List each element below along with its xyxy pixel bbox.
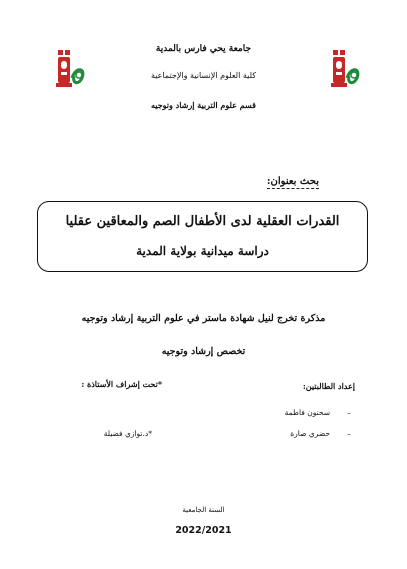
academic-year-label: السنة الجامعية <box>182 506 225 514</box>
title-box <box>37 201 368 272</box>
specialty: تخصص إرشاد وتوجيه <box>161 346 246 357</box>
study-label: بحث بعنوان: <box>266 176 319 187</box>
university-logo-icon <box>52 48 88 90</box>
student-name: حضري صارة <box>290 429 330 438</box>
study-title: القدرات العقلية لدى الأطفال الصم والمعاقين عقليا <box>65 214 340 229</box>
academic-year: 2022/2021 <box>175 525 232 536</box>
supervisor-name: *د.توازي فضيلة <box>103 429 152 438</box>
faculty-name: كلية العلوم الإنسانية والإجتماعية <box>150 71 257 80</box>
memo-description: مذكرة تخرج لنيل شهادة ماستر في علوم التربية إرشاد وتوجيه <box>81 313 326 324</box>
university-logo-icon <box>327 48 363 90</box>
department-name: قسم علوم التربية إرشاد وتوجيه <box>150 100 256 110</box>
student-name: سحنون فاطمة <box>284 408 330 417</box>
student-item <box>290 429 352 438</box>
university-name: جامعة يحي فارس بالمدية <box>155 44 252 54</box>
students-label: إعداد الطالبتين: <box>302 381 355 391</box>
bullet-dash: – <box>347 429 351 438</box>
study-subtitle: دراسة ميدانية بولاية المدية <box>136 244 269 258</box>
student-item <box>285 408 352 417</box>
supervisor-label: *تحت إشراف الأستاذة : <box>81 379 162 389</box>
bullet-dash: – <box>347 408 351 417</box>
